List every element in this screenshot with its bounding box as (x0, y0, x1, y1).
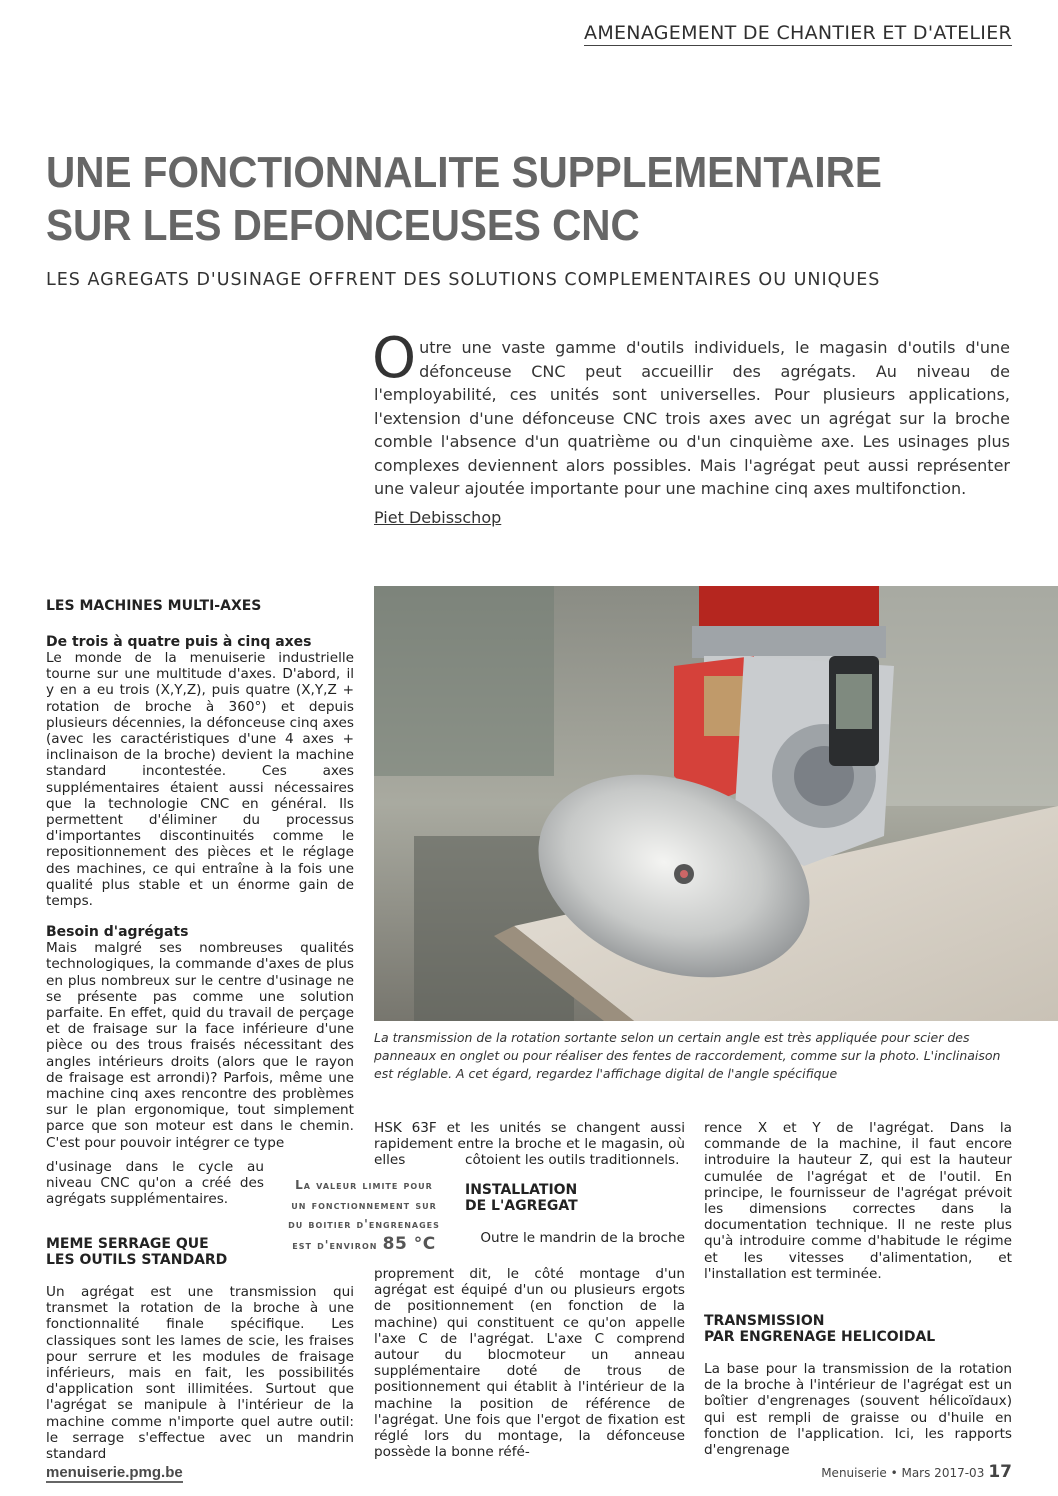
footer-issue (821, 1462, 1012, 1482)
heading-installation-line-2: DE L'AGREGAT (465, 1198, 578, 1215)
heading-clamping-line-1: MEME SERRAGE QUE (46, 1236, 209, 1252)
column-2-wrap (465, 1152, 685, 1246)
pull-quote-line-4 (268, 1235, 460, 1256)
paragraph-reference: rence X et Y de l'agrégat. Dans la commande de la machine, il faut encore introduire la hauteur Z, qui est la hauteur cumulée de l'agrégat et de l'outil. En principe, le fournisseur de l'agrégat prévoit les dimensions correctes dans la documentation technique. Il ne reste plus qu'à introduire comme d'habitude le régime et les vitesses d'alimentation, et l'installation est terminée. (704, 1120, 1012, 1282)
heading-transmission-line-2: PAR ENGRENAGE HELICOIDAL (704, 1329, 936, 1346)
column-3 (704, 1120, 1012, 1458)
pull-quote (268, 1176, 460, 1255)
paragraph-axes: Le monde de la menuiserie industrielle tourne sur une multitude d'axes. D'abord, il y en a eu trois (X,Y,Z), puis quatre (X,Y,Z + rotation de broche à 360°) et depuis plusieurs décennies, la défonceuse cinq axes (avec les caractéristiques d'une 4 axes + inclinaison de la broche) devient la machine standard incontestée. Ces axes supplémentaires étaient aussi nécessaires que la technologie CNC en général. Ils permettent d'éliminer du processus d'importantes discontinuités comme le repositionnement des pièces et le réglage des machines, ce qui entraîne à la fois une qualité plus stable et un énorme gain de temps. (46, 650, 354, 910)
paragraph-hsk-end: côtoient les outils traditionnels. (465, 1152, 680, 1168)
heading-transmission-line-1: TRANSMISSION (704, 1313, 825, 1330)
title-line-2: SUR LES DEFONCEUSES CNC (46, 201, 640, 250)
author-link[interactable]: Piet Debisschop (374, 508, 502, 527)
paragraph-transmission: La base pour la transmission de la rotation de la broche à l'intérieur de l'agrégat est un boîtier d'engrenages (souvent hélicoïdaux) qui est rempli de graisse ou d'huile en fonction de l'application. Ici, les rapports d'engrenage (704, 1361, 1012, 1459)
column-1 (46, 598, 354, 1151)
article-intro (372, 326, 1010, 501)
section-label: AMENAGEMENT DE CHANTIER ET D'ATELIER (584, 22, 1012, 44)
title-line-1: UNE FONCTIONNALITE SUPPLEMENTAIRE (46, 148, 882, 197)
heading-transmission (704, 1313, 1012, 1345)
paragraph-installation-start: Outre le mandrin de la broche (480, 1230, 685, 1247)
subheading-axes: De trois à quatre puis à cinq axes (46, 634, 312, 650)
intro-text: utre une vaste gamme d'outils individuels, le magasin d'outils d'une défonceuse CNC peut accueillir des agrégats. Au niveau de l'employabilité, ces unités sont universelles. Pour plusieurs applications, l'extension d'une défonceuse CNC trois axes avec un agrégat sur la broche comble l'absence d'un quatrième ou d'un cinquième axe. Les usinages plus complexes deviennent alors possibles. Mais l'agrégat peut aussi représenter une valeur ajoutée importante pour une machine cinq axes multifonction. (374, 338, 1010, 498)
pull-quote-value: 85 °C (382, 1233, 436, 1254)
article-subtitle: LES AGREGATS D'USINAGE OFFRENT DES SOLUTIONS COMPLEMENTAIRES OU UNIQUES (46, 270, 881, 290)
pull-quote-line-1: La valeur limite pour (295, 1178, 433, 1192)
paragraph-need: Mais malgré ses nombreuses qualités technologiques, la commande d'axes de plus en plus nombreux sur le centre d'usinage ne se présente pas comme une solution parfaite. En effet, quid du travail de perçage et de fraisage sur la face inférieure d'une pièce ou des trous fraisés nécessitant des angles intérieurs droits (alors que le rayon de fraisage est arrondi)? Parfois, même une machine cinq axes rencontre des problèmes sur le plan ergonomique, tout simplement parce que son moteur est dans le chemin. C'est pour pouvoir intégrer ce type (46, 940, 354, 1151)
article-title (46, 146, 948, 252)
paragraph-installation: proprement dit, le côté montage d'un agrégat est équipé d'un ou plusieurs ergots de positionnement (en fonction de la machine) qui constituent ce qu'on appelle l'axe C de l'agrégat. L'axe C comprend autour du blocmoteur un anneau supplémentaire doté de trous de positionnement qui établit à l'intérieur de la machine la position de référence de l'agrégat. Une fois que l'ergot de fixation est réglé lors du montage, la défonceuse possède la bonne réfé- (374, 1266, 685, 1461)
heading-installation (465, 1182, 685, 1214)
site-link[interactable]: menuiserie.pmg.be (46, 1464, 183, 1481)
photo-caption: La transmission de la rotation sortante selon un certain angle est très appliquée pour scier des panneaux en onglet ou pour réaliser des fentes de raccordement, comme sur la photo. L'inclinaison est réglable. A cet égard, regardez l'affichage digital de l'angle spécifique (374, 1030, 1001, 1081)
column-2-lower (374, 1266, 685, 1460)
column-1-wrap (46, 1159, 264, 1208)
paragraph-hsk: HSK 63F et les unités se changent aussi rapidement entre la broche et le magasin, où elles (374, 1120, 685, 1169)
pull-quote-line-3: du boitier d'engrenages (288, 1217, 440, 1231)
cnc-saw-aggregate-photo (374, 586, 1058, 1021)
heading-multi-axes: LES MACHINES MULTI-AXES (46, 598, 262, 614)
pull-quote-text: est d'environ (292, 1237, 378, 1252)
article-photo (374, 586, 1058, 1021)
paragraph-clamping: Un agrégat est une transmission qui transmet la rotation de la broche à une fonctionnalité finale spécifique. Les classiques sont les lames de scie, les fraises pour serrure et les modules de fraisage inférieurs, mais en fait, les possibilités d'application sont illimitées. Surtout que l'agrégat se manipule à l'intérieur de la machine comme n'importe quel autre outil: le serrage s'effectue avec un mandrin standard (46, 1284, 354, 1463)
column-1-lower (46, 1236, 354, 1462)
paragraph-need-end: d'usinage dans le cycle au niveau CNC qu'on a créé des agrégats supplémentaires. (46, 1159, 264, 1208)
issue-label: Menuiserie • Mars 2017-03 (821, 1466, 985, 1480)
drop-cap: O (372, 326, 417, 391)
subheading-need: Besoin d'agrégats (46, 924, 189, 941)
pull-quote-line-2: un fonctionnement sur (291, 1197, 437, 1212)
heading-installation-line-1: INSTALLATION (465, 1182, 578, 1199)
heading-clamping-line-2: LES OUTILS STANDARD (46, 1252, 228, 1268)
page-number: 17 (988, 1462, 1012, 1482)
